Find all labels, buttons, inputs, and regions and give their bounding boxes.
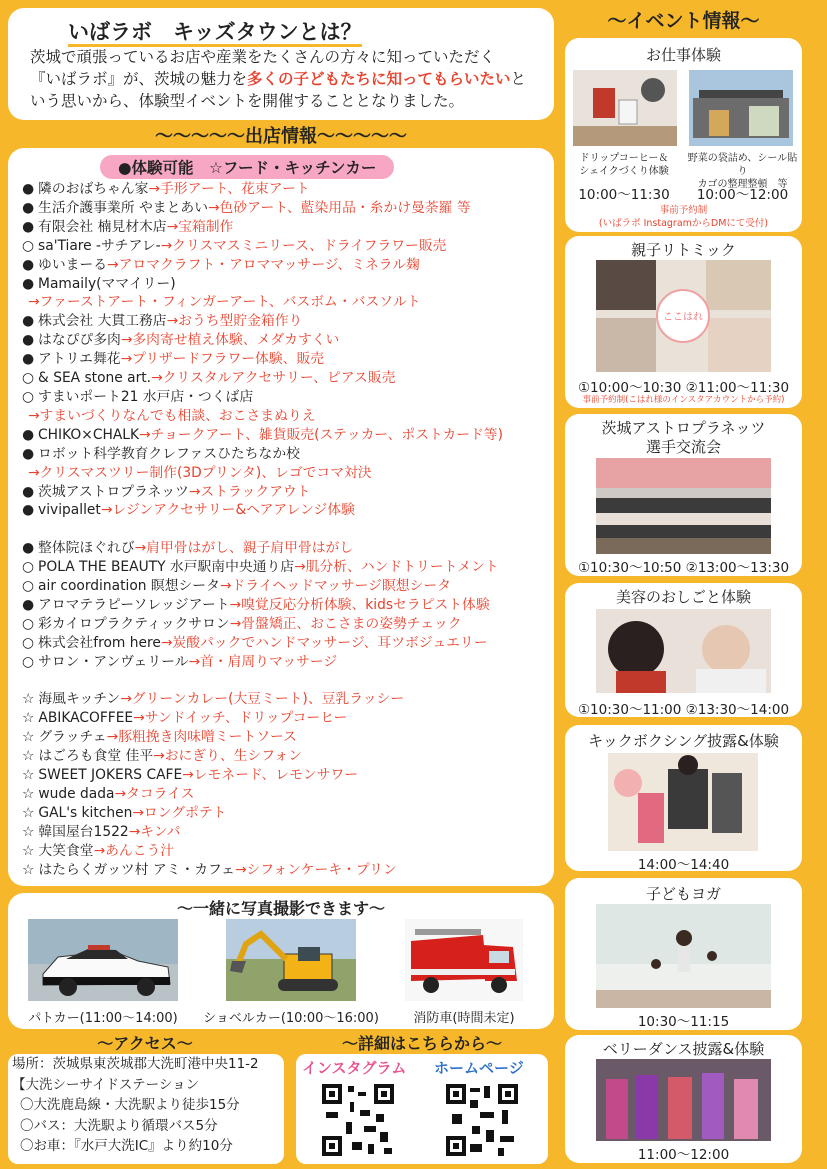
event-title: ベリーダンス披露&体験 [602,1040,765,1058]
homepage-qr-code[interactable] [444,1082,520,1158]
shop-list [22,180,552,880]
event-rhythmic-card [565,236,802,408]
shop-name: 彩カイロプラクティックサロン [38,615,230,632]
shop-item [22,407,552,426]
shop-item [22,558,552,577]
shop-item [22,445,552,464]
shop-activity: →肌分析、ハンドトリートメント [294,559,499,576]
job-note-2: (いばラボ InstagramからDMにて受付) [598,218,769,229]
event-kickboxing-card [565,725,802,871]
job-note-1: 事前予約制 [659,205,708,216]
excavator-caption: ショベルカー(10:00〜16:00) [203,1011,379,1026]
shop-activity: →あんこう汁 [93,842,175,859]
shop-marker: ☆ [22,767,35,784]
shop-name: 韓国屋台1522 [38,823,129,840]
shop-marker: ● [22,332,35,349]
shop-name: & SEA stone art. [38,370,152,387]
job-time-1: 10:00〜11:30 [578,187,670,203]
shop-name: 茨城アストロプラネッツ [38,483,189,500]
shops-heading: 〜〜〜〜〜出店情報〜〜〜〜〜 [155,126,407,147]
shop-name: 隣のおばちゃん家 [38,181,149,197]
shop-name: 大笑食堂 [38,842,94,859]
shop-name: 有限会社 楠見材木店 [38,218,167,235]
shop-marker: ● [22,426,35,443]
shop-item [22,577,552,596]
shop-marker: ● [22,351,35,368]
fire-truck-image [405,919,523,1001]
shop-name: GAL's kitchen [38,804,133,821]
shop-marker: ● [22,313,35,330]
shop-item [22,596,552,615]
shop-marker: ● [22,596,35,613]
shop-name: POLA THE BEAUTY 水戸駅南中央通り店 [38,559,295,576]
events-heading: 〜イベント情報〜 [607,10,760,32]
shop-activity: →豚粗挽き肉味噌ミートソース [106,729,297,746]
shop-marker: ○ [22,388,35,405]
vegetable-shop-image [689,70,793,146]
shop-item [22,369,552,388]
shop-marker: ● [22,483,35,500]
photo-card [8,893,554,1029]
shop-marker: ● [22,445,35,462]
shop-activity: →肩甲骨はがし、親子肩甲骨はがし [134,540,354,557]
event-title: 親子リトミック [631,241,736,259]
shop-name: ロボット科学教育クレファスひたちなか校 [38,445,300,462]
shop-marker: ● [22,502,35,519]
shop-item [22,690,552,709]
shop-item [22,501,552,520]
shop-item [22,804,552,823]
rhythmic-time: ①10:00〜10:30 ②11:00〜11:30 [577,380,790,396]
shop-activity: →色砂アート、藍染用品・糸かけ曼荼羅 等 [208,199,471,216]
intro-card [8,8,554,120]
shop-marker: ● [22,181,35,197]
shop-activity: →アロマクラフト・アロママッサージ、ミネラル麹 [107,256,420,273]
list-spacer [22,672,552,691]
shop-item [22,199,552,218]
kickboxing-image [608,753,758,851]
details-heading: 〜詳細はこちらから〜 [341,1034,502,1053]
shop-activity: →キンパ [128,823,181,840]
list-spacer [22,520,552,539]
shop-marker: ● [22,540,35,557]
beauty-image [596,609,771,693]
shop-activity: →レモネード、レモンサワー [182,767,359,784]
shop-item [22,426,552,445]
shop-item [22,483,552,502]
shop-item [22,331,552,350]
astro-time: ①10:30〜10:50 ②13:00〜13:30 [577,560,790,576]
shop-activity: →ストラックアウト [188,483,311,500]
shop-item [22,709,552,728]
shop-item [22,785,552,804]
shop-item [22,464,552,483]
beauty-time: ①10:30〜11:00 ②13:30〜14:00 [577,702,790,718]
shop-name: はごろも食堂 佳平 [38,748,154,765]
shop-item [22,861,552,880]
bellydance-time: 11:00〜12:00 [637,1147,730,1163]
shop-item [22,747,552,766]
shop-activity: →クリスマスツリー制作(3Dプリンタ)、レゴでコマ対決 [28,464,372,481]
shop-activity: →ファーストアート・フィンガーアート、バスボム・バスソルト [28,294,421,311]
shop-name: すまいポート21 水戸店・つくば店 [38,388,254,405]
shop-name: アトリエ舞花 [38,351,121,368]
event-title: キックボクシング披露&体験 [588,732,779,750]
shop-marker: ☆ [22,729,35,746]
intro-title: いばラボ キッズタウンとは？ [68,16,362,46]
shop-item [22,312,552,331]
event-title: 美容のおしごと体験 [615,588,751,606]
shop-item [22,766,552,785]
shop-activity: →シフォンケーキ・プリン [234,861,397,878]
fire-truck-caption: 消防車(時間未定) [413,1011,515,1026]
job-caption-1: ドリップコーヒー＆ シェイクづくり体験 [579,153,669,177]
shop-activity: →嗅覚反応分析体験、kidsセラピスト体験 [229,596,490,613]
shop-marker: ○ [22,237,35,254]
shop-activity: →手形アート、花束アート [148,181,310,197]
excavator-image [226,919,356,1001]
shop-activity: →おにぎり、生シフォン [153,748,302,765]
shop-marker: ○ [22,559,35,576]
police-car-caption: パトカー(11:00〜14:00) [28,1011,178,1026]
shop-marker: ☆ [22,804,35,821]
details-card [296,1054,548,1164]
shop-activity: →レジンアクセサリー&ヘアアレンジ体験 [100,502,355,519]
shop-activity: →ドライヘッドマッサージ瞑想シータ [219,578,451,595]
shop-name: Mamaily(ママイリー) [38,275,176,292]
instagram-qr-code[interactable] [320,1082,396,1158]
shop-item [22,615,552,634]
shop-marker: ☆ [22,823,35,840]
shop-activity: →クリスタルアクセサリー、ピアス販売 [151,370,396,387]
shop-marker: ○ [22,578,35,595]
access-heading: 〜アクセス〜 [97,1034,193,1053]
shop-name: 整体院ほぐれび [38,540,135,557]
instagram-label[interactable]: インスタグラム [302,1059,407,1077]
event-title-line1: 茨城アストロプラネッツ [601,419,766,437]
shop-marker: ☆ [22,710,35,727]
shop-name: 株式会社from here [38,634,161,651]
shop-marker: ☆ [22,748,35,765]
shop-activity: →プリザードフラワー体験、販売 [120,351,325,368]
shop-item [22,275,552,294]
job-caption-2: 野菜の袋詰め、シール貼り カゴの整理整頓 等 [687,153,798,190]
shop-item [22,634,552,653]
shop-activity: →クリスマスミニリース、ドライフラワー販売 [160,237,447,254]
rhythmic-image [596,260,771,372]
shop-marker: ○ [22,634,35,651]
event-job-card [565,38,802,232]
shop-name: 株式会社 大貫工務店 [38,313,167,330]
shop-marker: ● [22,275,35,292]
police-car-image [28,919,178,1001]
shop-marker: ● [22,256,35,273]
shop-activity: →炭酸パックでハンドマッサージ、耳ツボジュエリー [160,634,488,651]
shop-activity: →宝箱制作 [166,218,234,235]
event-title: お仕事体験 [645,46,721,64]
event-astro-card [565,414,802,576]
shop-name: ABIKACOFFEE [38,710,134,727]
shop-name: ゆいまーる [38,256,108,273]
event-bellydance-card [565,1035,802,1163]
shop-item [22,388,552,407]
shop-activity: →すまいづくりなんでも相談、おこさまぬりえ [28,407,316,424]
shop-item [22,256,552,275]
shop-name: アロマテラピーソレッジアート [38,596,230,613]
shop-item [22,842,552,861]
shop-activity: →グリーンカレー(大豆ミート)、豆乳ラッシー [120,691,405,708]
shop-item [22,653,552,672]
shop-name: CHIKO×CHALK [38,426,140,443]
shop-marker: ☆ [22,785,35,802]
shop-name: サロン・アンヴェリール [38,653,189,670]
coffee-image [573,70,677,146]
shop-activity: →サンドイッチ、ドリップコーヒー [133,710,348,727]
shop-activity: →骨盤矯正、おこさまの姿勢チェック [229,615,462,632]
shop-item [22,237,552,256]
shop-name: はたらくガッツ村 アミ・カフェ [38,861,235,878]
shop-marker: ○ [22,370,35,387]
shop-item [22,823,552,842]
shop-marker: ☆ [22,861,35,878]
svg-text:ここはれ: ここはれ [663,312,703,323]
rhythmic-note: 事前予約制(こはれ様のインスタアカウントから予約) [582,395,785,405]
shop-name: 生活介護事業所 やまとあい [38,199,208,216]
shop-marker: ☆ [22,842,35,859]
job-time-2: 10:00〜12:00 [696,187,789,203]
access-text: 場所：茨城県東茨城郡大洗町港中央11-2 【大洗シーサイドステーション 〇大洗鹿島線・大洗駅より徒歩15分 〇バス：大洗駅より循環バス5分 〇お車：『水戸大洗IC』より約10分 [12,1056,259,1155]
shop-item [22,539,552,558]
shop-name: グラッチェ [38,729,107,746]
yoga-image [596,904,771,1008]
shop-marker: ○ [22,653,35,670]
shop-name: 海風キッチン [38,691,121,708]
shop-item [22,218,552,237]
shop-name: sa'Tiare -サチアレ- [38,237,161,254]
yoga-time: 10:30〜11:15 [637,1014,730,1030]
shop-name: はなぴぴ多肉 [38,332,121,349]
legend-pill: ●体験可能 ☆フード・キッチンカー [100,155,394,179]
shop-item [22,180,552,199]
shop-name: air coordination 瞑想シータ [38,578,220,595]
shop-marker: ○ [22,615,35,632]
intro-text: 茨城で頑張っているお店や産業をたくさんの方々に知っていただく 『いばラボ』が、茨城の魅力を多くの子どもたちに知ってもらいたいと いう思いから、体験型イベントを開催することとなりました。 [30,48,527,110]
shop-marker: ● [22,199,35,216]
shop-activity: →ロングポテト [132,804,227,821]
shop-item [22,350,552,369]
shop-item [22,293,552,312]
homepage-label[interactable]: ホームページ [434,1059,524,1077]
shop-activity: →多肉寄せ植え体験、メダカすくい [120,332,340,349]
shop-activity: →おうち型貯金箱作り [166,313,303,330]
shop-marker: ☆ [22,691,35,708]
shop-item [22,728,552,747]
shop-activity: →チョークアート、雑貨販売(ステッカー、ポストカード等) [139,426,503,443]
shop-activity: →首・肩周りマッサージ [188,653,338,670]
baseball-team-image [596,458,771,554]
event-title: 子どもヨガ [645,885,721,903]
event-beauty-card [565,583,802,717]
event-yoga-card [565,878,802,1030]
shop-marker: ● [22,218,35,235]
shop-activity: →タコライス [114,785,195,802]
access-card [8,1054,284,1164]
shop-name: wude dada [38,785,115,802]
kickboxing-time: 14:00〜14:40 [637,857,730,873]
bellydance-image [596,1059,771,1141]
event-title-line2: 選手交流会 [645,438,721,456]
shop-name: vivipallet [38,502,101,519]
shop-name: SWEET JOKERS CAFE [38,767,183,784]
photo-title: 〜一緒に写真撮影できます〜 [176,899,385,918]
